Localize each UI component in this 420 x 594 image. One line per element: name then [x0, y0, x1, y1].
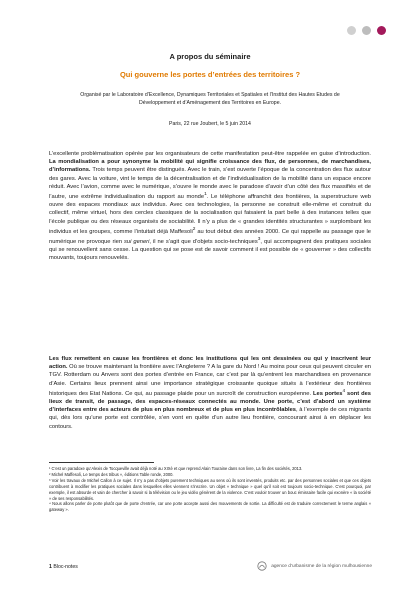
place-date: Paris, 22 rue Joubert, le 5 juin 2014 — [169, 121, 251, 127]
footer-agency — [257, 561, 372, 571]
paragraph-1: L’excellente problématisation opérée par les organisateurs de cette manifestation peut-être rappelée en guise d’introduction. La mondialisation a pour synonyme la mobilité qui signifie croissance des flux, de personnes, de marchandises, d’informations. Trois temps peuvent être distingués. Avec le train, s’est ouverte l’époque de la concentration des flux autour des gares. Avec la voiture, vint le temps de la décentralisation et de l’individualisation de la mobilité dans un espace encore réduit. Avec l’avion, comme avec le numérique, s’ouvre le monde avec le paradoxe d’avoir d’un côté des flux massifiés et de l’autre, une extrême individualisation du rapport au monde$^1$. Le téléphone affranchit des frontières, la superstructure web ouvre des espaces mondiaux aux individus. Avec ces technologies, la personne se construit elle-même et construit du collectif, même virtuel, hors des cercles classiques de la socialisation qui faisaient la part belle à des instances telles que l’école publique ou des réseaux organisés de sociabilité. Il n’y a plus de « grandes identités structurantes » surplombant les individus et les groupes, comme l’intuitait déjà Maffesoli$^2$ au tout début des années 2000. Ce qui rappelle au passage que le numérique ne provoque rien sui generi, il ne s’agit que d’objets socio-techniques$^3$, qui accompagnent des pratiques sociales qui se renouvellent sans cesse. La question qui se pose est de savoir comment il est possible de « gouverner » des collectifs mouvants, toujours renouvelés. — [49, 151, 371, 262]
decorative-dot-3 — [377, 26, 386, 35]
header-dots — [347, 26, 386, 35]
section-name: Bloc-notes — [53, 564, 78, 570]
agency-logo-icon — [257, 561, 267, 571]
paragraph-2: Les flux remettent en cause les frontières et donc les institutions qui les ont dessinées ou qui y inscrivent leur action. Où se trouve maintenant la frontière avec l’Angleterre ? A la gare du Nord ! Au moins pour ceux qui peuvent circuler en TGV. Rotterdam ou Anvers sont des portes d’entrée en France, car c’est par là qu’entrent les marchandises en provenance d’Asie. Certains lieux prennent ainsi une importance stratégique croissante quoique situés à l’extérieur des frontières historiques des Etat Nations. Ce qui, au passage plaide pour un surcroît de construction européenne. Les portes$^4$ sont des lieux de transit, de passage, des espaces-réseaux connectés au monde. Une porte, c’est d’abord un système d’interfaces entre des acteurs de plus en plus nombreux et de plus en plus incontrôlables, à l’exemple de ces migrants qui, dès lors qu’une porte est contrôlée, s’en vont en quête d’un autre lieu frontière, concourant ainsi à en déplacer les contours. — [49, 356, 371, 430]
footnote-ref-4[interactable]: 4 — [342, 388, 346, 394]
footnote-1: ¹ C’est un paradoxe qu’Alexis de Tocqueville avait déjà noté au XIXè et que reprend Alain Touraine dans son livre, La fin des sociétés, 2013. — [49, 466, 303, 471]
footnote-divider — [49, 462, 154, 463]
footnote-2: ² Michel Maffesoli, Le temps des tribus », éditions Table ronde, 2000. — [49, 471, 174, 477]
agency-name: agence d’urbanisme de la région mulhousienne — [271, 563, 372, 569]
page-number: 1 — [49, 564, 52, 570]
footer-page-label — [49, 564, 78, 570]
organizers-text: Organisé par le Laboratoire d’Excellence, Dynamiques Territoriales et Spatiales et l’Institut des Hautes Etudes de Développement et d’Aménagement des Territoires en Europe. — [80, 92, 340, 106]
footnote-ref-1[interactable]: 1 — [204, 192, 207, 198]
page-subtitle: Qui gouverne les portes d’entrées des territoires ? — [119, 70, 301, 79]
footnote-3: ³ Voir les travaux de Michel Callon à ce sujet. Il n’y a pas d’objets purement techniques au sens où ils sont inventés, produits etc. par des personnes sociales et que ces objets contribuent à modifier les pratiques sociales dans lesquelles elles viennent s’inscrire. Un objet « technique » quel qu’il soit est toujours socio-technique. C’est pourquoi, par exemple, il est absurde et vain de chercher à savoir si la télévision ou le jeu vidéo génèrent de la violence. C’est vouloir trouver un bouc émissaire facile qui exonère « la société » de ses responsabilités. — [49, 477, 371, 501]
decorative-dot-2 — [362, 26, 371, 35]
footnote-ref-2[interactable]: 2 — [192, 226, 196, 232]
footnote-4: ⁴ Nous allons parler de porte plutôt que de porte d’entrée, car une porte accepte aussi des mouvements de sortie. La difficulté est de traduire correctement le terme anglais « gateway ». — [49, 501, 371, 513]
footnote-ref-3[interactable]: 3 — [257, 236, 261, 242]
page-title: A propos du séminaire — [169, 52, 251, 61]
footnotes — [49, 466, 371, 513]
decorative-dot-1 — [347, 26, 356, 35]
